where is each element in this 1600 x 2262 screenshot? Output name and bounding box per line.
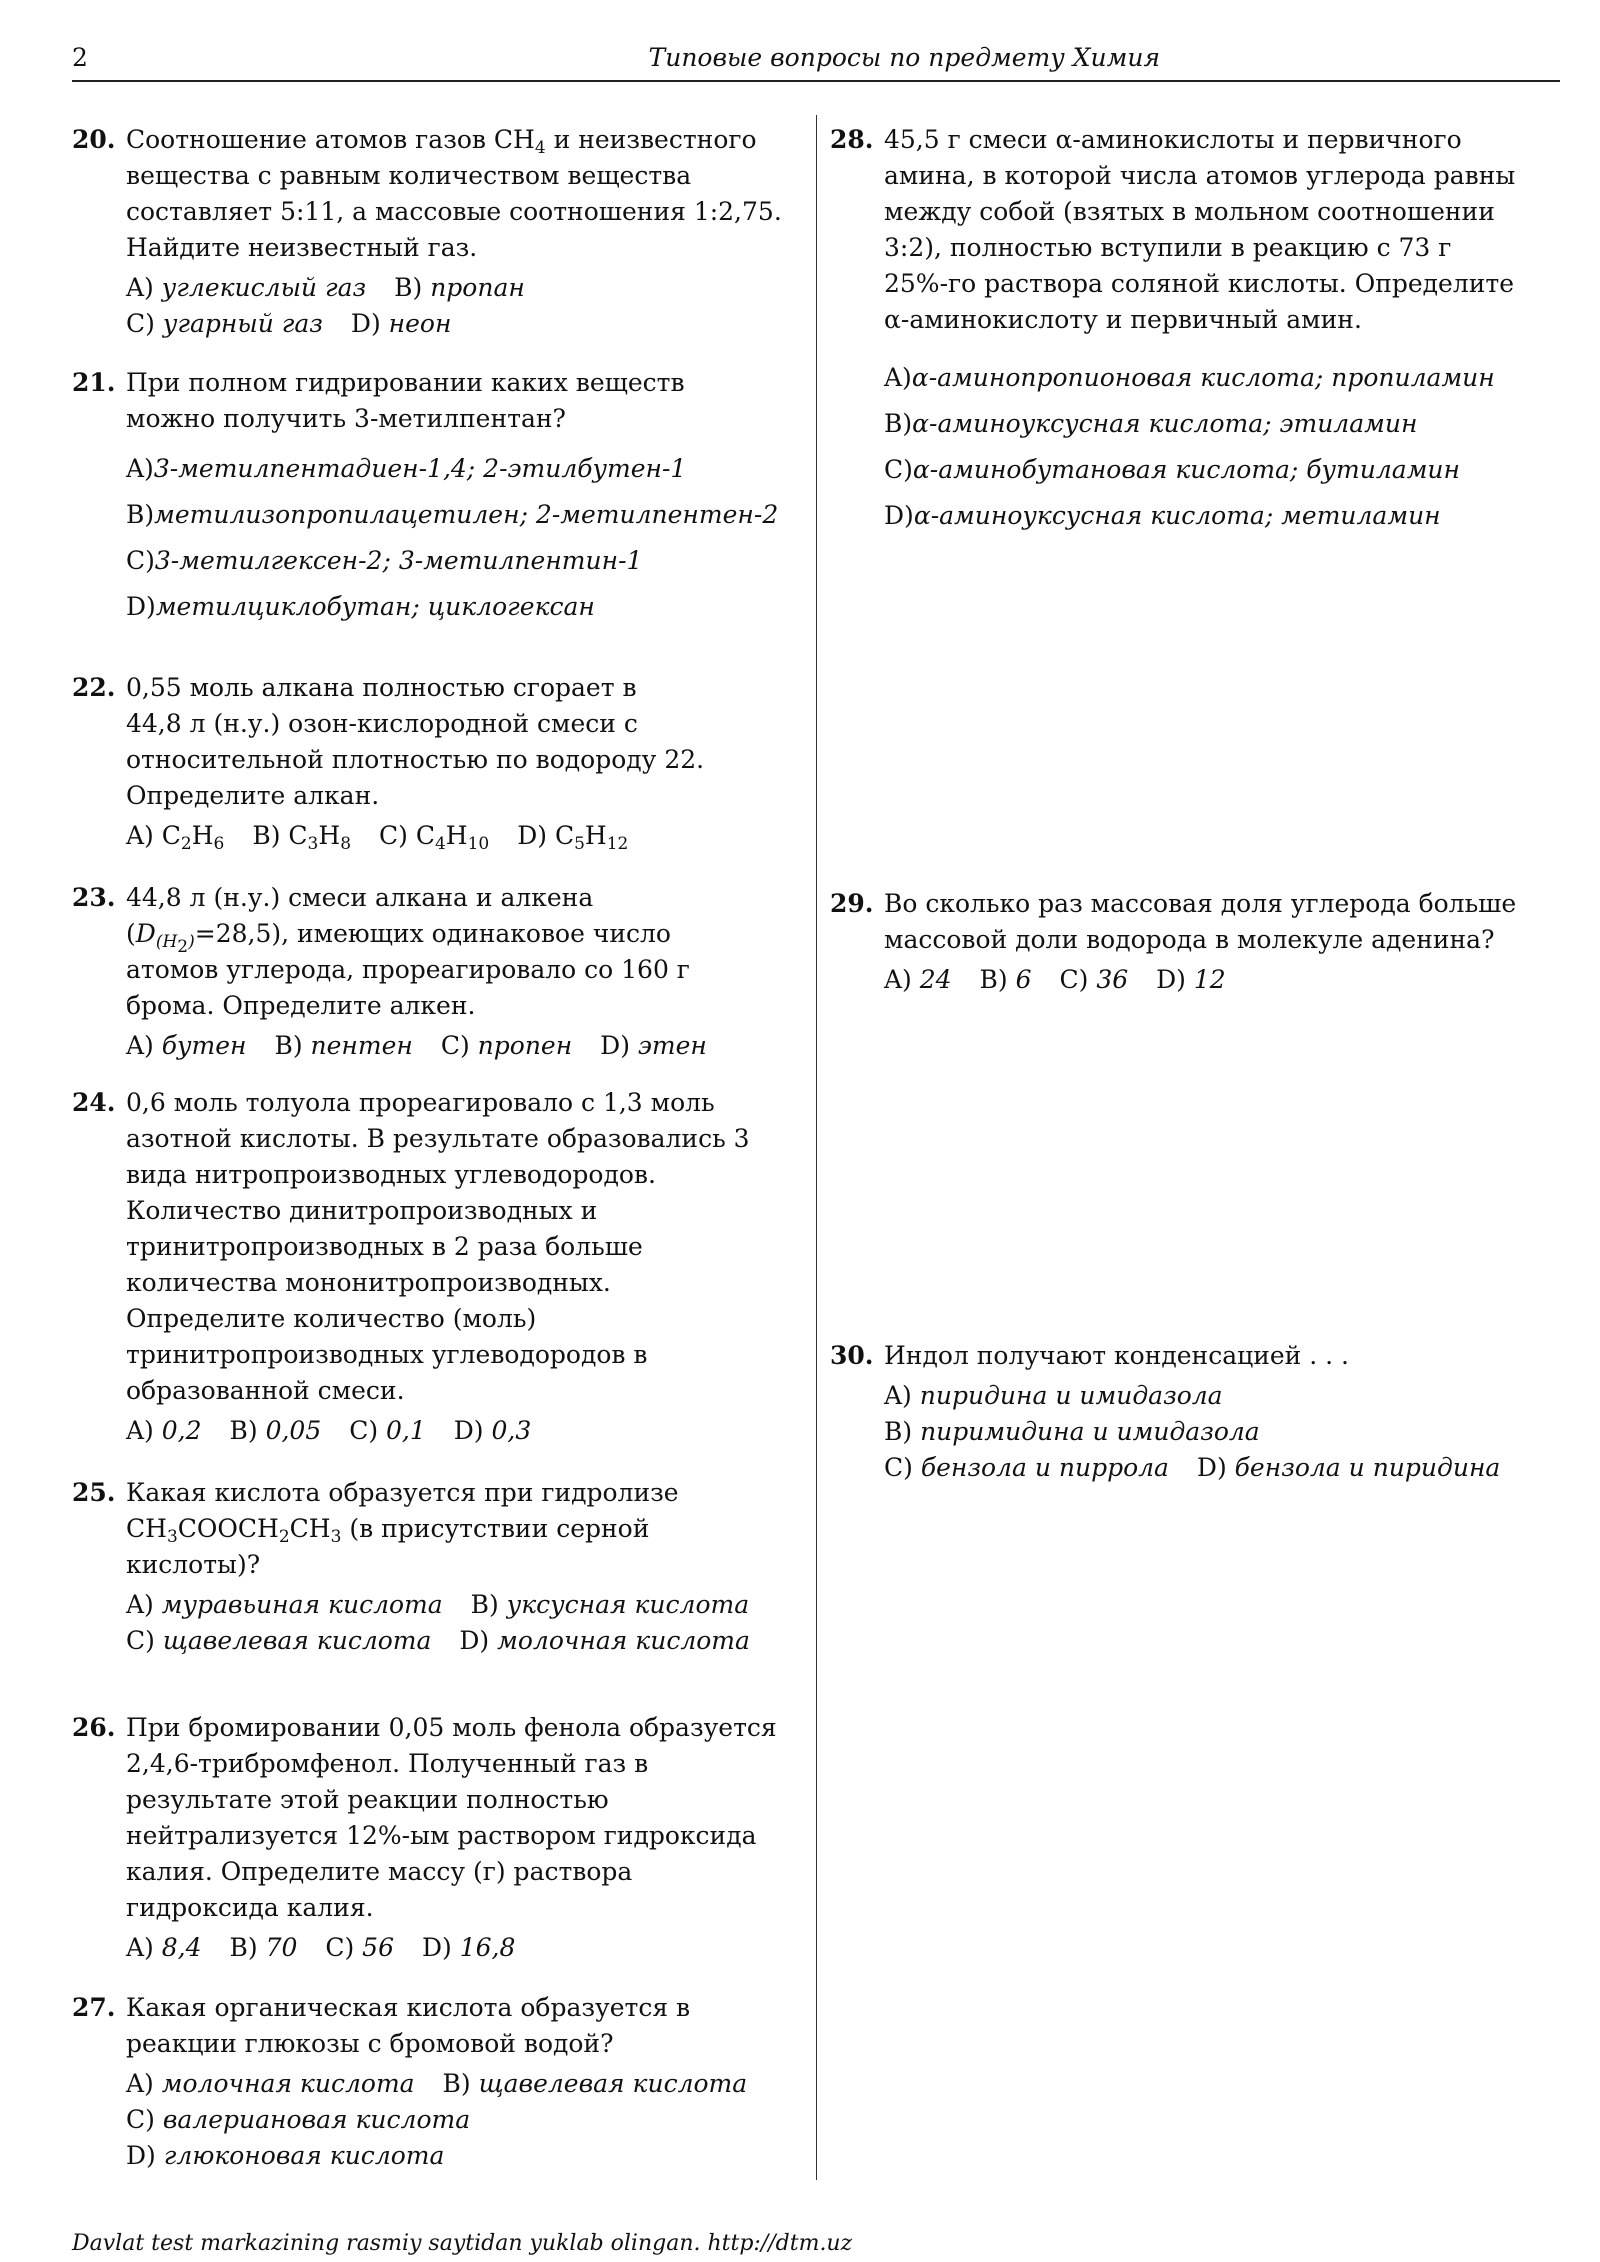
option-d[interactable]: D)α-аминоуксусная кислота; метиламин — [884, 501, 1441, 530]
question-number: 20. — [72, 125, 116, 154]
option-b[interactable]: B) пиримидина и имидазола — [884, 1417, 1260, 1446]
option-c[interactable]: C) угарный газ — [126, 309, 323, 338]
question-text: Во сколько раз массовая доля углерода больше массовой доли водорода в молекуле аденина? — [884, 889, 1517, 954]
answer-options — [126, 2066, 812, 2174]
option-b[interactable]: B)α-аминоуксусная кислота; этиламин — [884, 409, 1418, 438]
option-a[interactable]: A) бутен — [126, 1031, 247, 1060]
question-number: 30. — [830, 1341, 874, 1370]
option-c[interactable]: C) бензола и пиррола — [884, 1453, 1169, 1482]
option-c[interactable]: C) 0,1 — [349, 1416, 426, 1445]
question-number: 28. — [830, 125, 874, 154]
answer-options — [126, 1587, 812, 1659]
option-b[interactable]: B) 6 — [979, 965, 1032, 994]
question-text: При полном гидрировании каких веществ можно получить 3-метилпентан? — [126, 368, 685, 433]
page-title: Типовые вопросы по предмету Химия — [648, 43, 1160, 72]
option-d[interactable]: D)метилциклобутан; циклогексан — [126, 592, 595, 621]
question-23 — [72, 880, 812, 1064]
question-25 — [72, 1475, 812, 1659]
option-b[interactable]: B) пентен — [274, 1031, 413, 1060]
question-text: 0,55 моль алкана полностью сгорает в 44,8 л (н.у.) озон-кислородной смеси с относительной плотностью по водороду 22. Определите алкан. — [126, 673, 705, 810]
question-29 — [830, 886, 1570, 998]
question-number: 23. — [72, 883, 116, 912]
option-c[interactable]: C) $C_4H_{10}$ — [378, 821, 490, 854]
question-30 — [830, 1338, 1570, 1486]
answer-options — [884, 1378, 1570, 1486]
option-c[interactable]: C)3-метилгексен-2; 3-метилпентин-1 — [126, 546, 643, 575]
option-a[interactable]: A)α-аминопропионовая кислота; пропиламин — [884, 363, 1495, 392]
question-20 — [72, 122, 812, 342]
question-text: 0,6 моль толуола прореагировало с 1,3 моль азотной кислоты. В результате образовались 3 вида нитропроизводных углеводородов. Количество динитропроизводных и тринитропроизводных в 2 раза больше количества мононитропроизводных. Определите количество (моль) тринитропроизводных углеводородов в образованной смеси. — [126, 1088, 750, 1405]
option-d[interactable]: D) глюконовая кислота — [126, 2141, 445, 2170]
option-d[interactable]: D) $C_5H_{12}$ — [517, 821, 629, 854]
option-a[interactable]: A) $C_2H_6$ — [126, 821, 225, 854]
question-26 — [72, 1710, 812, 1966]
answer-options — [884, 962, 1570, 998]
option-d[interactable]: D) этен — [600, 1031, 707, 1060]
answer-options — [126, 818, 812, 854]
option-b[interactable]: B) щавелевая кислота — [442, 2069, 748, 2098]
page-header — [72, 40, 1560, 82]
option-d[interactable]: D) 16,8 — [421, 1933, 516, 1962]
option-b[interactable]: B) уксусная кислота — [470, 1590, 750, 1619]
question-number: 26. — [72, 1713, 116, 1742]
option-a[interactable]: A) 0,2 — [126, 1416, 202, 1445]
option-a[interactable]: A) муравьиная кислота — [126, 1590, 443, 1619]
answer-options — [126, 1028, 812, 1064]
page-number: 2 — [72, 43, 88, 72]
answer-options — [884, 360, 1570, 534]
option-c[interactable]: C) щавелевая кислота — [126, 1626, 432, 1655]
column-divider — [816, 115, 817, 2180]
question-27 — [72, 1990, 812, 2174]
option-a[interactable]: A) 24 — [884, 965, 952, 994]
option-a[interactable]: A) 8,4 — [126, 1933, 202, 1962]
answer-options — [126, 270, 812, 342]
question-number: 25. — [72, 1478, 116, 1507]
option-c[interactable]: C) пропен — [440, 1031, 573, 1060]
question-number: 24. — [72, 1088, 116, 1117]
question-text: При бромировании 0,05 моль фенола образуется 2,4,6-трибромфенол. Полученный газ в результате этой реакции полностью нейтрализуется 12%-ым раствором гидроксида калия. Определите массу (г) раствора гидроксида калия. — [126, 1713, 777, 1922]
option-c[interactable]: C) валериановая кислота — [126, 2105, 471, 2134]
question-21 — [72, 365, 812, 625]
option-d[interactable]: D) 12 — [1156, 965, 1226, 994]
option-c[interactable]: C) 36 — [1059, 965, 1129, 994]
option-b[interactable]: B) 0,05 — [229, 1416, 322, 1445]
option-b[interactable]: B)метилизопропилацетилен; 2-метилпентен-2 — [126, 500, 779, 529]
question-number: 27. — [72, 1993, 116, 2022]
question-22 — [72, 670, 812, 854]
question-number: 21. — [72, 368, 116, 397]
question-text: Какая органическая кислота образуется в реакции глюкозы с бромовой водой? — [126, 1993, 691, 2058]
option-d[interactable]: D) 0,3 — [453, 1416, 532, 1445]
option-b[interactable]: B) 70 — [229, 1933, 298, 1962]
option-d[interactable]: D) молочная кислота — [459, 1626, 750, 1655]
question-number: 22. — [72, 673, 116, 702]
page-footer: Davlat test markazining rasmiy saytidan yuklab olingan. http://dtm.uz — [72, 2231, 853, 2256]
option-a[interactable]: A)3-метилпентадиен-1,4; 2-этилбутен-1 — [126, 454, 687, 483]
answer-options — [126, 1930, 812, 1966]
option-a[interactable]: A) пиридина и имидазола — [884, 1381, 1223, 1410]
option-b[interactable]: B) $C_3H_8$ — [252, 821, 352, 854]
question-text: Индол получают конденсацией . . . — [884, 1341, 1349, 1370]
option-a[interactable]: A) углекислый газ — [126, 273, 367, 302]
answer-options — [126, 1413, 812, 1449]
option-b[interactable]: B) пропан — [394, 273, 525, 302]
question-number: 29. — [830, 889, 874, 918]
question-text: 45,5 г смеси α-аминокислоты и первичного амина, в которой числа атомов углерода равны между собой (взятых в мольном соотношении 3:2), полностью вступили в реакцию с 73 г 25%-го раствора соляной кислоты. Определите α-аминокислоту и первичный амин. — [884, 125, 1516, 334]
option-c[interactable]: C) 56 — [325, 1933, 394, 1962]
question-text: 44,8 л (н.у.) смеси алкана и алкена $(D_{(H_2)}=28,5)$, имеющих одинаковое число атомов углерода, прореагировало со 160 г брома. Определите алкен. — [126, 883, 690, 1020]
question-28 — [830, 122, 1570, 534]
question-text: Какая кислота образуется при гидролизе $CH_3COOCH_2CH_3$ (в присутствии серной кислоты)? — [126, 1478, 679, 1579]
option-c[interactable]: C)α-аминобутановая кислота; бутиламин — [884, 455, 1460, 484]
answer-options — [126, 451, 812, 625]
option-d[interactable]: D) неон — [350, 309, 452, 338]
option-d[interactable]: D) бензола и пиридина — [1196, 1453, 1501, 1482]
question-text: Соотношение атомов газов $CH_4$ и неизвестного вещества с равным количеством вещества составляет 5:11, а массовые соотношения 1:2,75. Найдите неизвестный газ. — [126, 125, 782, 262]
option-a[interactable]: A) молочная кислота — [126, 2069, 415, 2098]
header-rule — [72, 80, 1560, 82]
question-24 — [72, 1085, 812, 1449]
